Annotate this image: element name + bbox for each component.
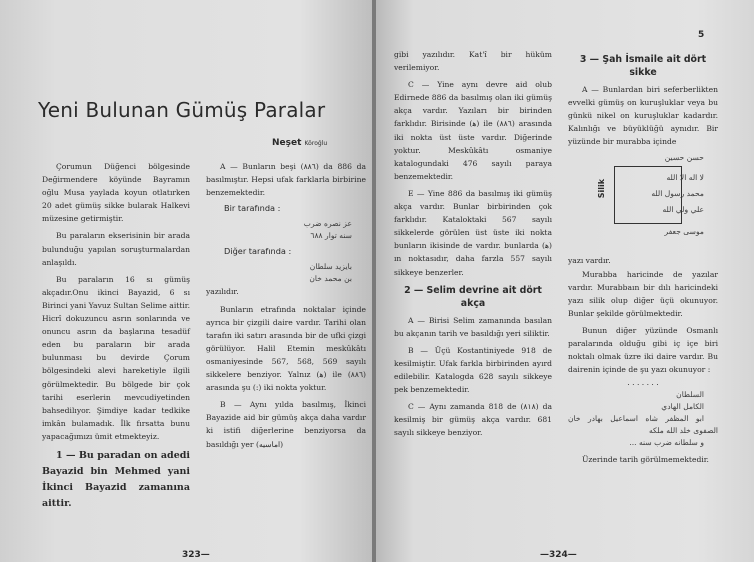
arabic-inscription: عز نصره ضرب — [303, 219, 352, 229]
corner-number: 5 — [698, 30, 705, 40]
coin-inscription-figure — [568, 152, 718, 248]
arabic-inscription: محمد رسول الله — [651, 189, 704, 199]
right-page — [376, 0, 754, 562]
paragraph: yazılıdır. — [206, 287, 239, 297]
author-name: Neşet — [272, 138, 302, 148]
arabic-inscription: ابو المظفر شاه اسماعيل بهادر خان الصفوى خلد الله ملكه — [568, 414, 718, 436]
inscription-label: Diğer tarafında : — [224, 246, 292, 257]
right-page-column-2 — [568, 48, 718, 467]
paragraph: A — Bunların beşi (٨٨٦) da 886 da basılmıştır. Hepsi ufak farklarla birbirine benzemektedir. — [206, 162, 366, 198]
paragraph: E — Yine 886 da basılmış iki gümüş akça vardır. Bunlar birbirinden çok farklıdır. Kataloktaki 567 sayılı sikkelerde görülen üst üste iki nokta bunların ikisinde de vardır. bunlarda (ﻫ) ın noktasıdır, daha farzla 557 sayılı sikkeye benzerler. — [394, 188, 552, 277]
section-heading-line: sikke — [629, 67, 657, 78]
paragraph: Murabba haricinde de yazılar vardır. Murabbaın bir dılı haricindeki yazı silik olup diğer üçü okunuyor. Bunlar şekilde görülmektedir. — [568, 269, 718, 318]
paragraph: C — Aynı zamanda 818 de (٨١٨) da kesilmiş bir gümüş akça vardır. 681 sayılı sikkeye benziyor. — [394, 402, 553, 438]
arabic-inscription: و سلطانه ضرب سنه ... — [629, 438, 704, 448]
arabic-inscription: بن محمد خان — [309, 274, 352, 284]
paragraph: gibi yazılıdır. Kat'î bir hüküm verilemiyor. — [394, 50, 552, 73]
right-page-column-1 — [394, 48, 552, 439]
paragraph: Üzerinde tarih görülmemektedir. — [582, 455, 709, 465]
left-page — [0, 0, 374, 562]
arabic-inscription: لا اله الا الله — [666, 173, 704, 183]
paragraph: Bu paraların ekserisinin bir arada bulunduğu yapılan soruşturmalardan anlaşıldı. — [42, 231, 190, 267]
section-heading — [568, 53, 718, 79]
arabic-inscription: موسى جعفر — [664, 227, 704, 237]
paragraph: Çorumun Düğenci bölgesinde Değirmendere köyünde Bayramın oğlu Musa yaylada koyun otlatırken 20 adet gümüş sikke bularak Halkevi müzesine getirmiştir. — [42, 162, 190, 224]
arabic-inscription: الكامل الهادي — [661, 402, 704, 412]
arabic-inscription: سنه توار ٦٨٨ — [310, 231, 352, 241]
article-author — [272, 138, 327, 148]
article-title: Yeni Bulunan Gümüş Paralar — [38, 98, 326, 122]
arabic-inscription: علي ولي الله — [662, 205, 704, 215]
left-page-column-2 — [206, 160, 366, 451]
paragraph: Bunların etrafında noktalar içinde ayrıca bir çizgili daire vardır. Tarihi olan tarafın iki satırı arasında bir de ufki çizgi görülüyor. Halil Etemin meskûkâtı osmaniyesinde 567, 568, 569 sayılı sikkelere benziyor. Yalnız (ﻫ) ile (٨٨٦) arasında şu (:) iki nokta yoktur. — [206, 304, 366, 393]
paragraph: B — Aynı yılda basılmış, İkinci Bayazide aid bir gümüş akça daha vardır ki istifi diğerlerine benziyorsa da basıldığı yer (اماسيه) — [206, 400, 366, 449]
paragraph: Bunun diğer yüzünde Osmanlı paralarında olduğu gibi iç içe biri noktalı olmak üzre iki daire vardır. Bu dairenin içinde de şu yazı okunuyor : — [568, 325, 718, 375]
left-page-column-1 — [42, 160, 190, 512]
paragraph: A — Birisi Selim zamanında basılan bu akçanın tarih ve basıldığı yeri siliktir. — [394, 315, 552, 338]
ellipsis: . . . . . . . — [627, 378, 659, 388]
page-number: 323— — [182, 550, 210, 560]
paragraph: A — Bunlardan biri seferberlikten evvelki gümüş on kuruşluklar veya bu günkü nikel on kuruşluklar kadardır. Kalınlığı ve büyüklüğü aynıdır. Bir yüzünde bir murabba içinde — [568, 85, 718, 147]
arabic-inscription: بايزيد سلطان — [309, 262, 352, 272]
arabic-inscription: حسن حسين — [664, 153, 704, 163]
paragraph: Bu paraların 16 sı gümüş akçadır.Onu ikinci Bayazid, 6 sı Birinci yani Yavuz Sultan Selime aittir. Hicrî dokuzuncu asrın sonlarında ve onuncu asrın da başlarına tesadüf eden bu paraların bir arada bulunması bu devirde Çorum bölgesindeki alevi hareketiyle ilgili görülmektedir. Bu bölgede bir çok tarihi eserlerin mevcudiyetinden bahsedilıyor. Şimdiye kadar tedkike imkân bulamadık. İlk fırsatta bunu yapacağımızı ümit etmekteyiz. — [42, 274, 190, 441]
paragraph: B — Üçü Kostantiniyede 918 de kesilmiştir. Ufak farkla birbirinden ayırd edilebilir. Katalogda 628 sayılı sikkeye pek benzemektedir. — [394, 345, 552, 395]
silik-label: Silik — [597, 179, 607, 199]
inscription-label: Bir tarafında : — [224, 203, 281, 214]
arabic-inscription: السلطان — [676, 390, 704, 400]
section-heading: 2 — Selim devrine ait dört akça — [404, 284, 542, 309]
page-number: —324— — [540, 550, 577, 560]
paragraph: C — Yine aynı devre aid olub Edirnede 886 da basılmış olan iki gümüş akça vardır. Yazıları bir birinden farklıdır. Birisinde (ﻫ) ile (٨٨٦) arasında iki nokta üst üste vardır. Diğerinde yoktur. Meskûkâtı osmaniye katalogundaki 476 sayılı paraya benzemektedir. — [394, 80, 553, 181]
section-heading-line: 3 — Şah İsmaile ait dört — [579, 54, 707, 65]
author-suffix: Köroğlu — [304, 140, 328, 147]
paragraph: yazı vardır. — [568, 256, 611, 266]
section-heading: 1 — Bu paradan on adedi Bayazid bin Mehmed yani İkinci Bayazid zamanına aittir. — [42, 449, 190, 509]
